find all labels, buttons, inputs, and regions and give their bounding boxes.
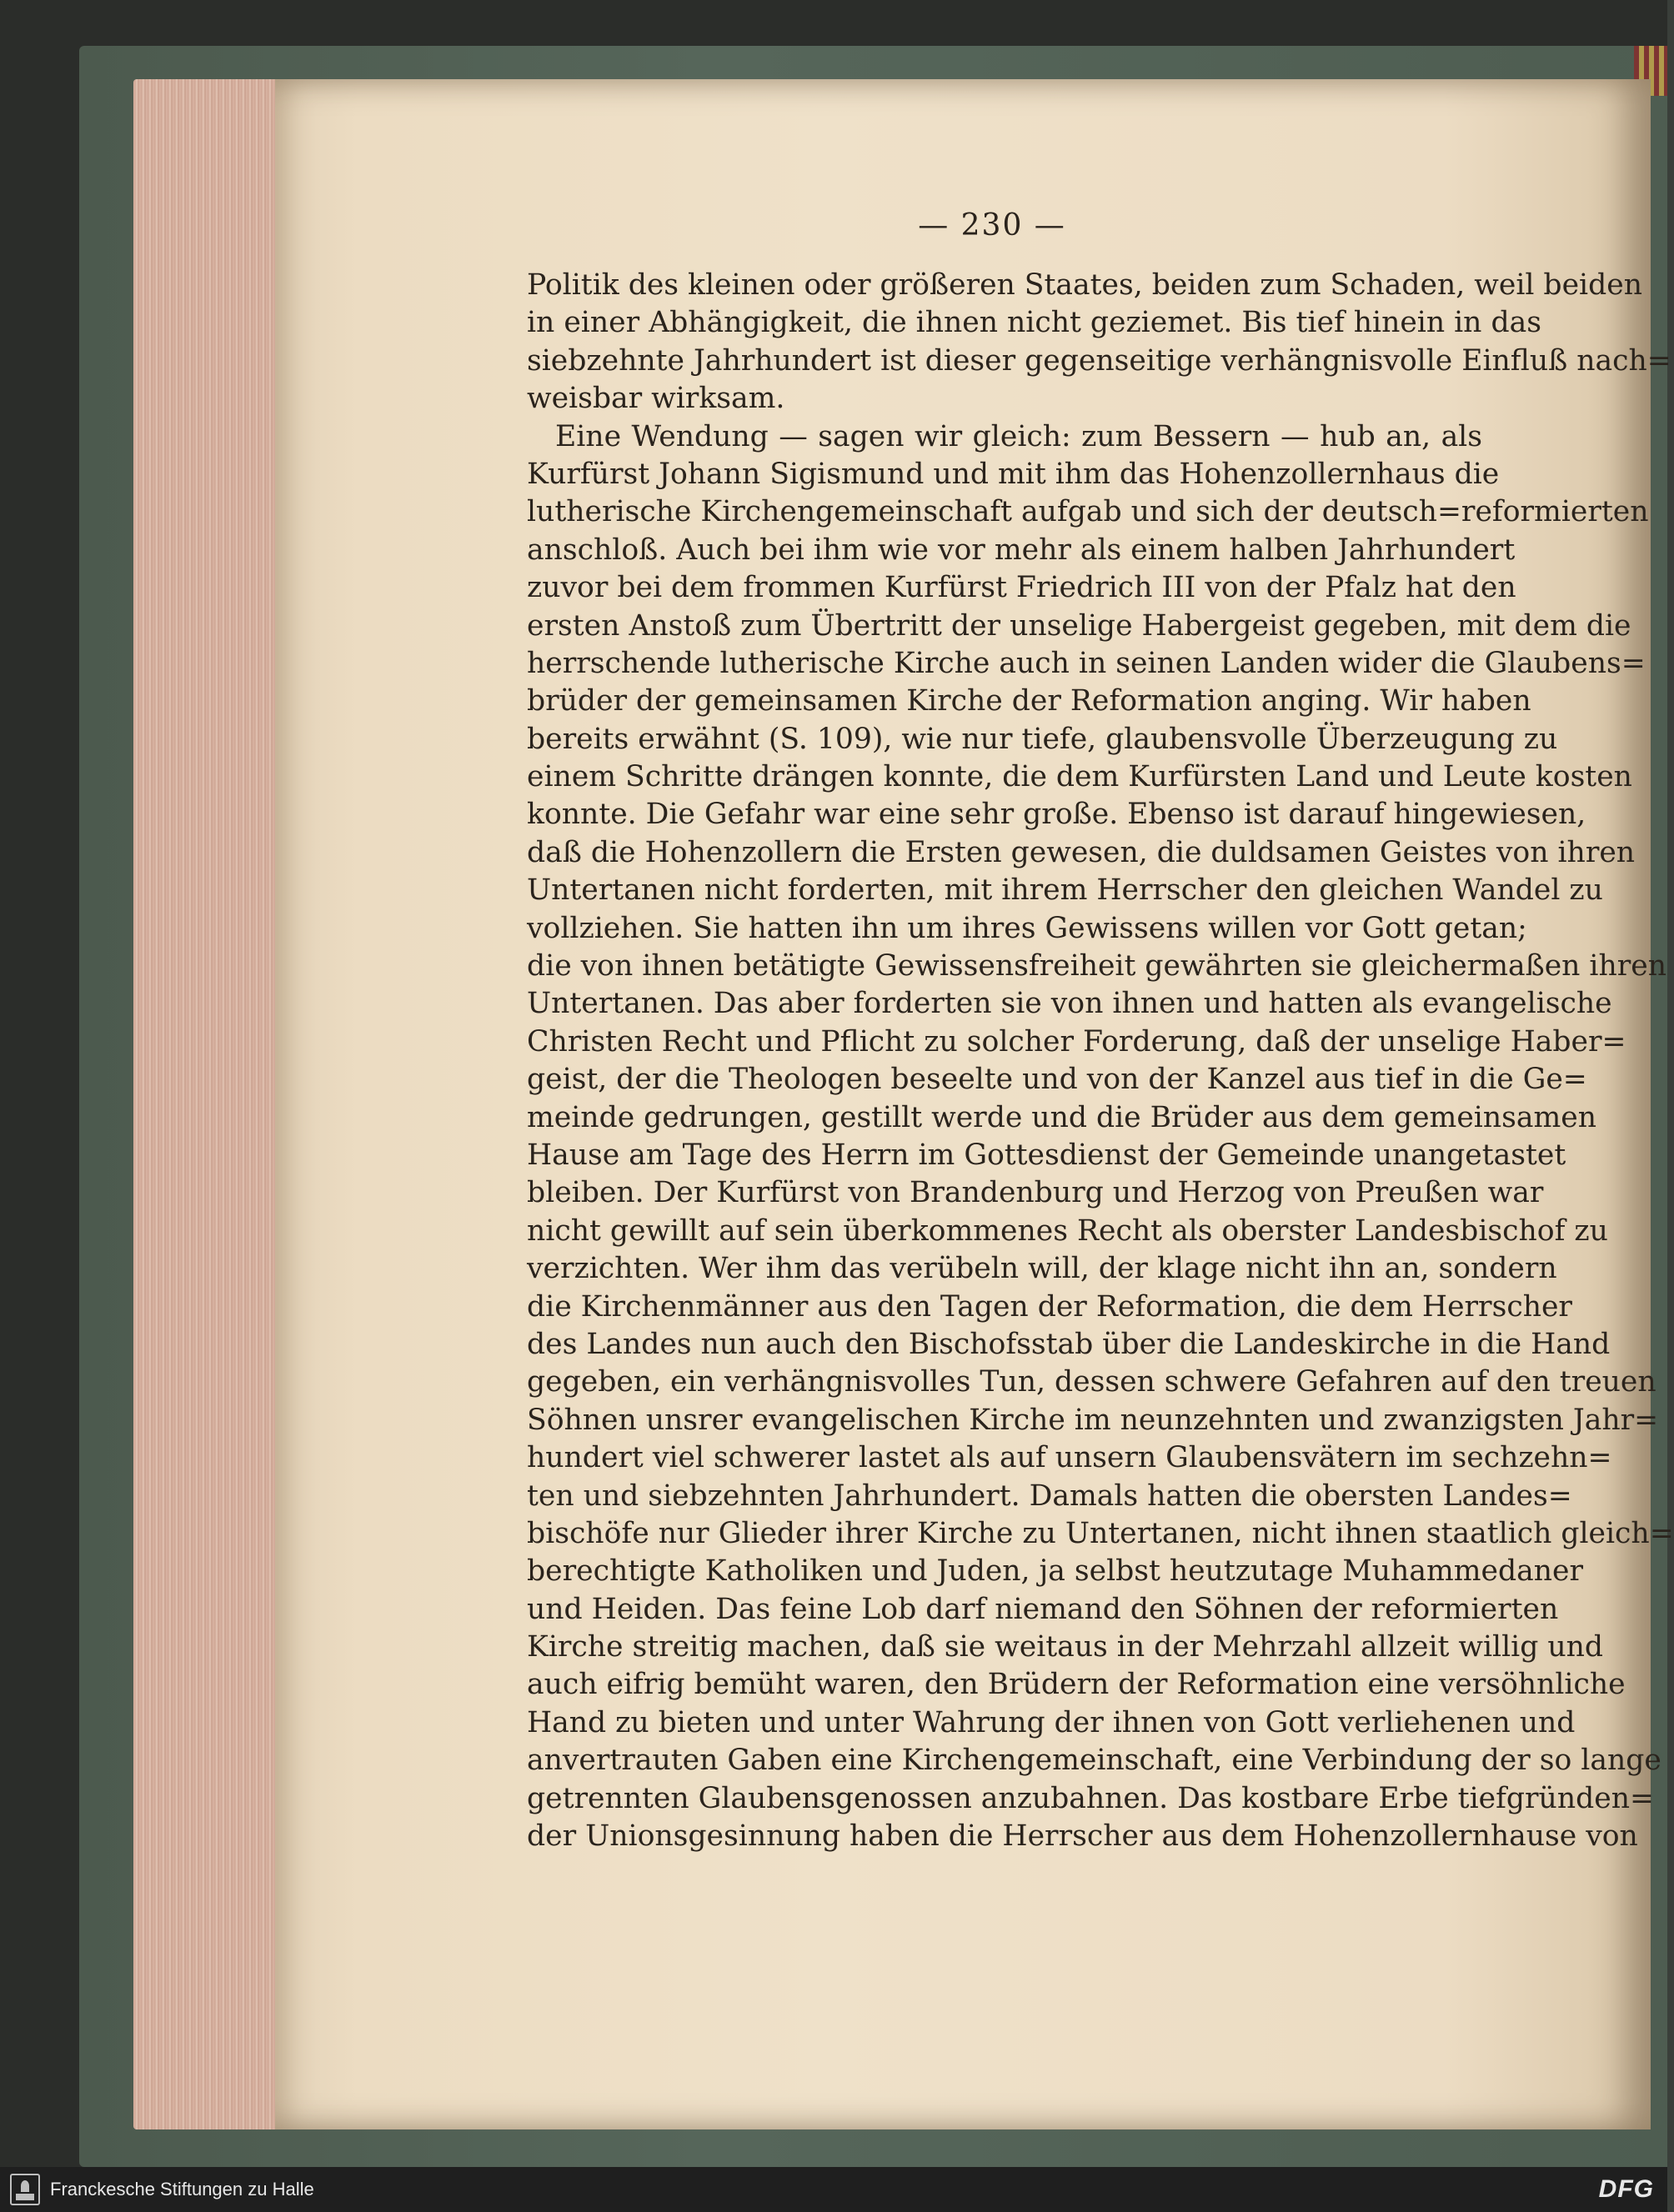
text-line: getrennten Glaubensgenossen anzubahnen. Das kostbare Erbe tiefgründen= <box>527 1781 1654 1815</box>
text-line: Hause am Tage des Herrn im Gottesdienst der Gemeinde unangetastet <box>527 1138 1566 1172</box>
text-line: konnte. Die Gefahr war eine sehr große. Ebenso ist darauf hingewiesen, <box>527 798 1586 832</box>
text-line: und Heiden. Das feine Lob darf niemand den Söhnen der reformierten <box>527 1592 1559 1626</box>
dfg-logo: DFG <box>1598 2175 1654 2203</box>
text-line: Untertanen. Das aber forderten sie von ihnen und hatten als evangelische <box>527 987 1612 1021</box>
text-line: bischöfe nur Glieder ihrer Kirche zu Untertanen, nicht ihnen staatlich gleich= <box>527 1516 1674 1550</box>
text-line: Christen Recht und Pflicht zu solcher Forderung, daß der unselige Haber= <box>527 1024 1626 1058</box>
text-line: berechtigte Katholiken und Juden, ja selbst heutzutage Muhammedaner <box>527 1554 1583 1589</box>
text-line: anvertrauten Gaben eine Kirchengemeinschaft, eine Verbindung der so lange <box>527 1744 1661 1778</box>
page-body-text <box>527 267 1674 1855</box>
text-line: auch eifrig bemüht waren, den Brüdern der Reformation eine versöhnliche <box>527 1668 1626 1702</box>
text-line: anschloß. Auch bei ihm wie vor mehr als einem halben Jahrhundert <box>527 533 1516 567</box>
text-line: in einer Abhängigkeit, die ihnen nicht geziemet. Bis tief hinein in das <box>527 306 1541 340</box>
text-line: vollziehen. Sie hatten ihn um ihres Gewissens willen vor Gott getan; <box>527 911 1527 945</box>
text-line: die von ihnen betätigte Gewissensfreiheit gewährten sie gleichermaßen ihren <box>527 949 1667 983</box>
text-line: herrschende lutherische Kirche auch in seinen Landen wider die Glaubens= <box>527 646 1646 680</box>
text-line: Kirche streitig machen, daß sie weitaus in der Mehrzahl allzeit willig und <box>527 1630 1604 1664</box>
text-line: Hand zu bieten und unter Wahrung der ihnen von Gott verliehenen und <box>527 1705 1576 1739</box>
text-line: Untertanen nicht forderten, mit ihrem Herrscher den gleichen Wandel zu <box>527 873 1603 908</box>
text-line: Söhnen unsrer evangelischen Kirche im neunzehnten und zwanzigsten Jahr= <box>527 1403 1659 1437</box>
text-line: hundert viel schwerer lastet als auf unsern Glaubensvätern im sechzehn= <box>527 1441 1612 1475</box>
text-line: die Kirchenmänner aus den Tagen der Reformation, die dem Herrscher <box>527 1289 1572 1324</box>
institution-label: Franckesche Stiftungen zu Halle <box>50 2179 314 2199</box>
viewer-footer <box>0 2167 1667 2212</box>
text-line: brüder der gemeinsamen Kirche der Reformation anging. Wir haben <box>527 684 1531 718</box>
text-line: bleiben. Der Kurfürst von Brandenburg und Herzog von Preußen war <box>527 1176 1544 1210</box>
text-line: des Landes nun auch den Bischofsstab über die Landeskirche in die Hand <box>527 1327 1611 1361</box>
text-line: weisbar wirksam. <box>527 382 785 416</box>
text-line: ersten Anstoß zum Übertritt der unselige Habergeist gegeben, mit dem die <box>527 608 1631 643</box>
text-line: der Unionsgesinnung haben die Herrscher aus dem Hohenzollernhause von <box>527 1819 1638 1854</box>
text-line: geist, der die Theologen beseelte und von der Kanzel aus tief in die Ge= <box>527 1063 1587 1097</box>
text-line: daß die Hohenzollern die Ersten gewesen, die duldsamen Geistes von ihren <box>527 835 1636 869</box>
text-line: Eine Wendung — sagen wir gleich: zum Bessern — hub an, als <box>555 419 1482 453</box>
text-line: ten und siebzehnten Jahrhundert. Damals hatten die obersten Landes= <box>527 1479 1572 1513</box>
text-line: Kurfürst Johann Sigismund und mit ihm das Hohenzollernhaus die <box>527 457 1500 491</box>
francke-foundation-logo-icon <box>10 2174 40 2205</box>
text-line: einem Schritte drängen konnte, die dem Kurfürsten Land und Leute kosten <box>527 760 1632 794</box>
text-line: gegeben, ein verhängnisvolles Tun, dessen schwere Gefahren auf den treuen <box>527 1365 1656 1399</box>
text-line: meinde gedrungen, gestillt werde und die Brüder aus dem gemeinsamen <box>527 1100 1597 1134</box>
text-line: zuvor bei dem frommen Kurfürst Friedrich III von der Pfalz hat den <box>527 571 1516 605</box>
text-line: siebzehnte Jahrhundert ist dieser gegenseitige verhängnisvolle Einfluß nach= <box>527 343 1671 378</box>
text-line: bereits erwähnt (S. 109), wie nur tiefe, glaubensvolle Überzeugung zu <box>527 722 1558 756</box>
page-number: — 230 — <box>918 208 1066 243</box>
text-line: nicht gewillt auf sein überkommenes Recht als oberster Landesbischof zu <box>527 1214 1608 1248</box>
text-line: lutherische Kirchengemeinschaft aufgab und sich der deutsch=reformierten <box>527 495 1649 529</box>
text-line: verzichten. Wer ihm das verübeln will, der klage nicht ihn an, sondern <box>527 1252 1557 1286</box>
text-line: Politik des kleinen oder größeren Staates, beiden zum Schaden, weil beiden <box>527 268 1642 302</box>
